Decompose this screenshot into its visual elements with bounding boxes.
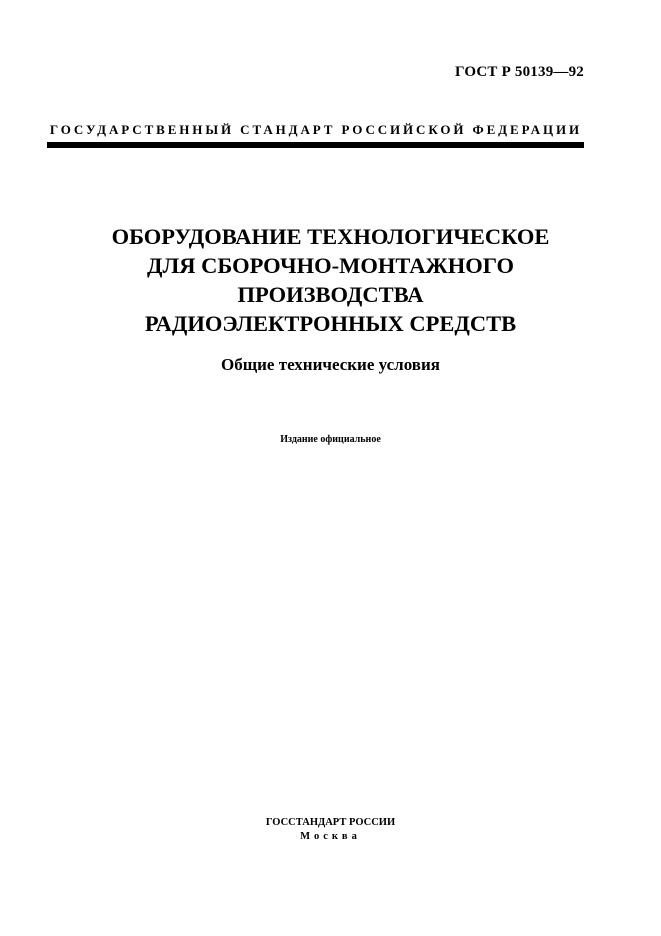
title-line: ОБОРУДОВАНИЕ ТЕХНОЛОГИЧЕСКОЕ bbox=[111, 224, 550, 249]
header-divider bbox=[47, 142, 584, 148]
state-standard-heading: ГОСУДАРСТВЕННЫЙ СТАНДАРТ РОССИЙСКОЙ ФЕДЕРАЦИИ bbox=[49, 122, 583, 137]
document-title bbox=[47, 222, 614, 338]
document-number: ГОСТ Р 50139—92 bbox=[454, 64, 584, 80]
title-line: РАДИОЭЛЕКТРОННЫХ СРЕДСТВ bbox=[144, 311, 517, 336]
title-line: ДЛЯ СБОРОЧНО-МОНТАЖНОГО bbox=[146, 253, 515, 278]
document-subtitle: Общие технические условия bbox=[221, 355, 440, 374]
publisher-block bbox=[47, 816, 614, 844]
edition-note: Издание официальное bbox=[280, 434, 381, 445]
publisher-city: Москва bbox=[300, 831, 361, 842]
title-line: ПРОИЗВОДСТВА bbox=[237, 282, 424, 307]
publisher-name: ГОССТАНДАРТ РОССИИ bbox=[265, 817, 396, 828]
